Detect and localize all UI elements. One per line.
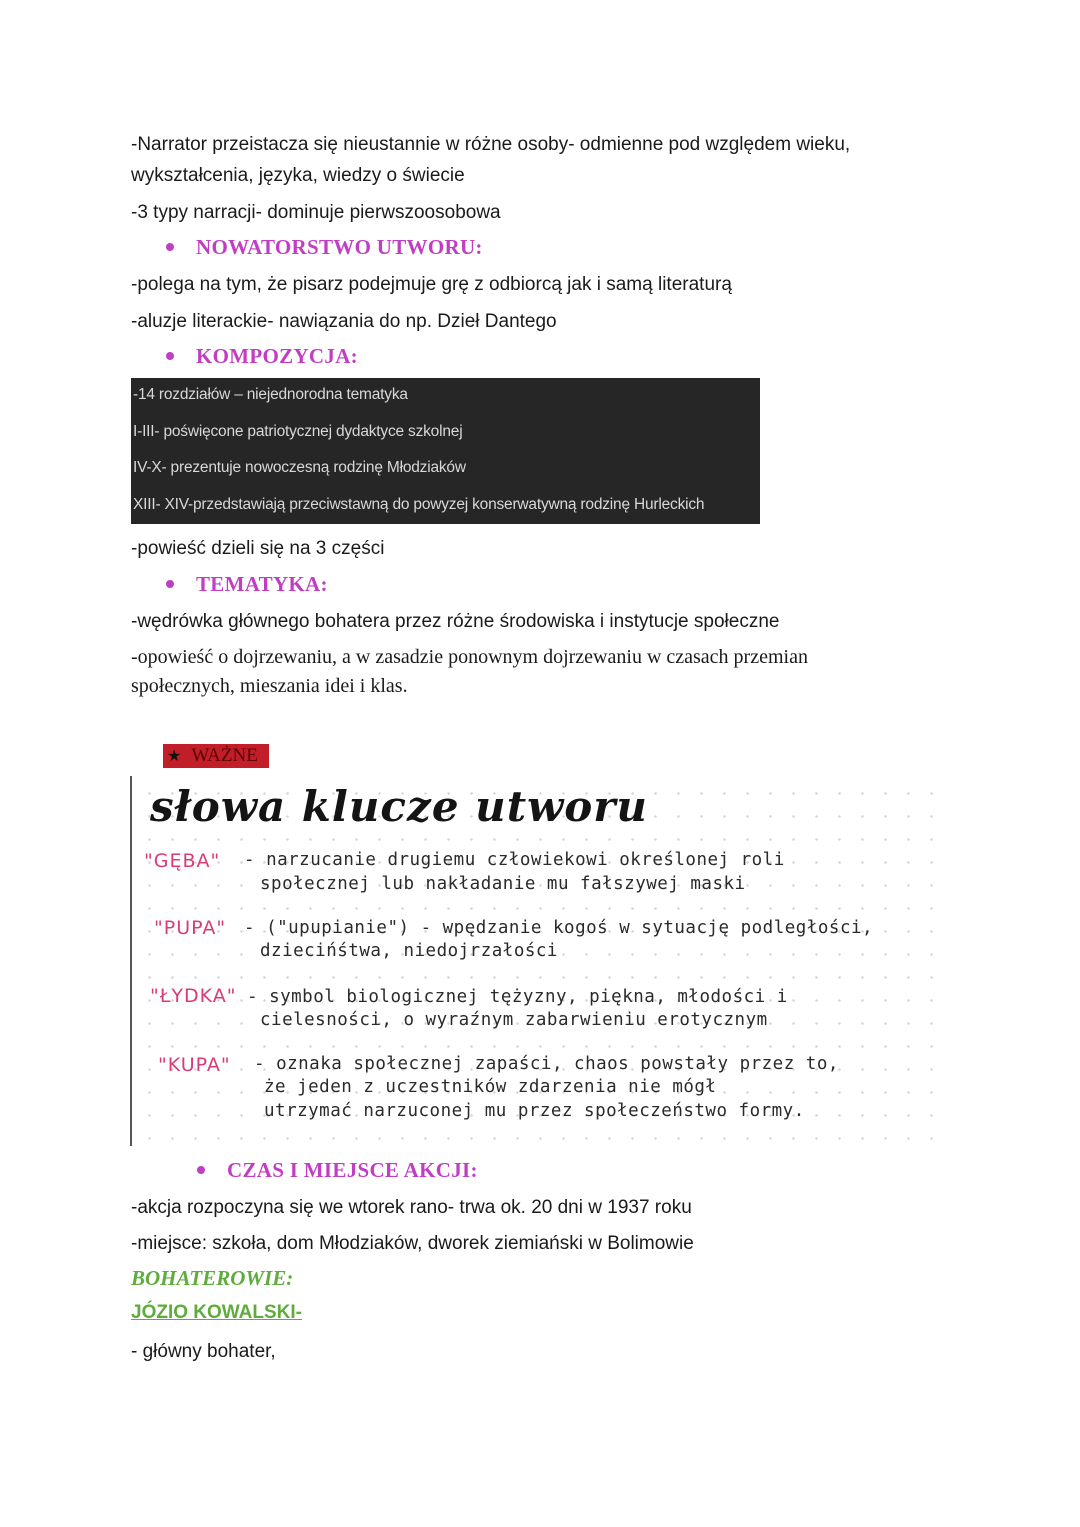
bullet-icon	[166, 580, 174, 588]
nowatorstwo-line-1: -polega na tym, że pisarz podejmuje grę z odbiorcą jak i samą literaturą	[131, 274, 732, 295]
term-kupa: "KUPA"	[158, 1054, 231, 1076]
czas-line-1: -akcja rozpoczyna się we wtorek rano- trwa ok. 20 dni w 1937 roku	[131, 1197, 692, 1218]
heading-bohaterowie: BOHATEROWIE:	[131, 1266, 294, 1290]
kompozycja-box-line: IV-X- prezentuje nowoczesną rodzinę Młodziaków	[133, 459, 466, 476]
tematyka-line-1: -wędrówka głównego bohatera przez różne środowiska i instytucje społeczne	[131, 611, 780, 632]
def-geba-2: społecznej lub nakładanie mu fałszywej maski	[260, 874, 746, 894]
heading-kompozycja: KOMPOZYCJA:	[166, 344, 358, 369]
kompozycja-after: -powieść dzieli się na 3 części	[131, 538, 385, 559]
def-geba-1: - narzucanie drugiemu człowiekowi określonej roli	[244, 850, 785, 870]
heading-nowatorstwo: NOWATORSTWO UTWORU:	[166, 235, 483, 260]
wazne-badge: ★ WAŻNE	[163, 744, 269, 768]
tematyka-line-3: społecznych, mieszania idei i klas.	[131, 675, 408, 697]
def-kupa-2: że jeden z uczestników zdarzenia nie mógł	[264, 1077, 717, 1097]
def-lydka-1: - symbol biologicznej tężyzny, piękna, młodości i	[247, 987, 788, 1007]
bullet-icon	[166, 352, 174, 360]
bohaterowie-line-1: - główny bohater,	[131, 1341, 276, 1362]
kompozycja-box-line: I-III- poświęcone patriotycznej dydaktyce szkolnej	[133, 422, 463, 440]
kompozycja-box-line: XIII- XIV-przedstawiają przeciwstawną do powyzej konserwatywną rodzinę Hurleckich	[133, 495, 705, 513]
star-icon: ★	[167, 748, 182, 765]
heading-czas: CZAS I MIEJSCE AKCJI:	[197, 1158, 478, 1183]
kompozycja-box	[131, 378, 760, 524]
def-lydka-2: cielesności, o wyraźnym zabarwieniu erotycznym	[260, 1010, 768, 1030]
kompozycja-box-line: -14 rozdziałów – niejednorodna tematyka	[133, 386, 408, 403]
keywords-note	[130, 776, 952, 1146]
heading-tematyka: TEMATYKA:	[166, 572, 328, 597]
note-title: słowa klucze utworu	[150, 782, 648, 831]
term-lydka: "ŁYDKA"	[150, 985, 237, 1007]
def-pupa-1: - ("upupianie") - wpędzanie kogoś w sytuację podległości,	[244, 918, 874, 938]
term-pupa: "PUPA"	[154, 917, 227, 939]
tematyka-line-2: -opowieść o dojrzewaniu, a w zasadzie ponownym dojrzewaniu w czasach przemian	[131, 646, 808, 668]
intro-line-1: -Narrator przeistacza się nieustannie w różne osoby- odmienne pod względem wieku,	[131, 134, 851, 155]
czas-line-2: -miejsce: szkoła, dom Młodziaków, dworek ziemiański w Bolimowie	[131, 1233, 694, 1254]
jozio-heading: JÓZIO KOWALSKI-	[131, 1302, 302, 1323]
intro-line-3: -3 typy narracji- dominuje pierwszoosobowa	[131, 202, 501, 223]
def-kupa-3: utrzymać narzuconej mu przez społeczeństwo formy.	[264, 1101, 805, 1121]
term-geba: "GĘBA"	[144, 850, 221, 872]
intro-line-2: wykształcenia, języka, wiedzy o świecie	[131, 165, 465, 186]
nowatorstwo-line-2: -aluzje literackie- nawiązania do np. Dzieł Dantego	[131, 311, 557, 332]
bullet-icon	[197, 1166, 205, 1174]
bullet-icon	[166, 243, 174, 251]
def-kupa-1: - oznaka społecznej zapaści, chaos powstały przez to,	[254, 1054, 839, 1074]
def-pupa-2: dziecińśtwa, niedojrzałości	[260, 941, 558, 961]
